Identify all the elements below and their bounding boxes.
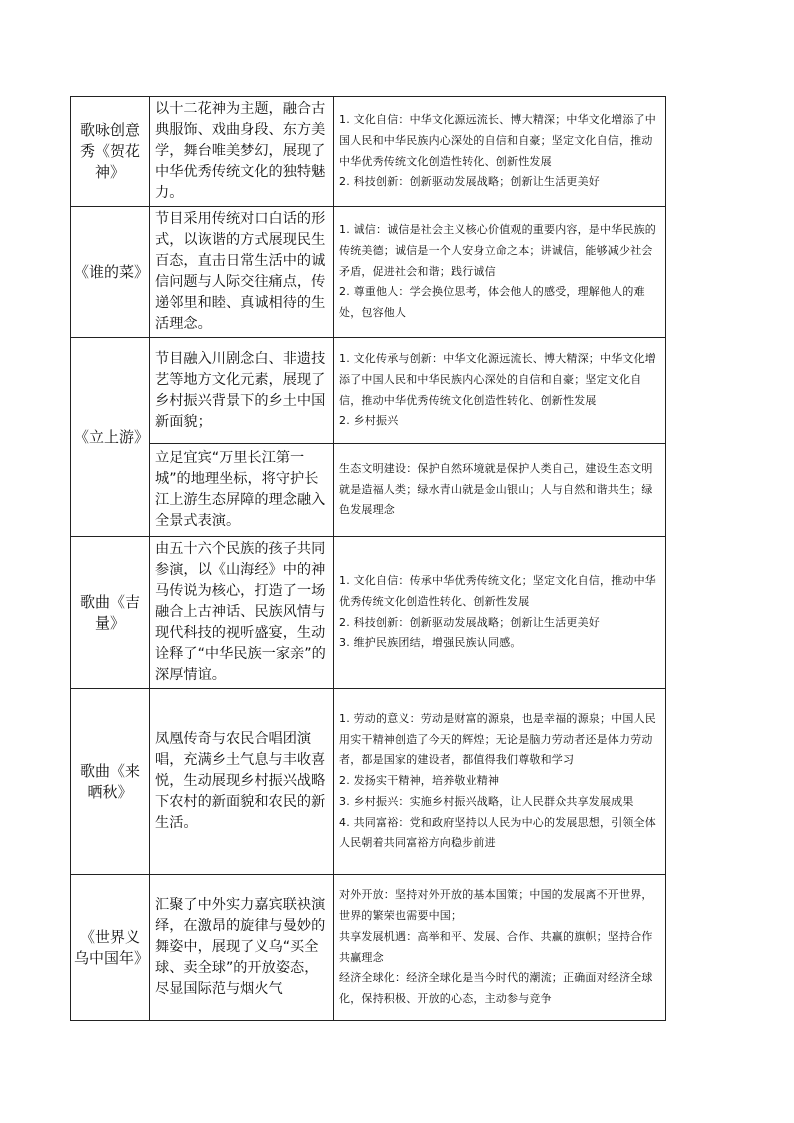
table-row [71, 444, 666, 537]
table-row [71, 207, 666, 338]
table-row [71, 689, 666, 875]
program-name-cell [71, 875, 150, 1021]
knowledge-point: 2. 科技创新：创新驱动发展战略；创新让生活更美好 [339, 175, 600, 189]
description-cell [150, 97, 334, 207]
program-description: 以十二花神为主题，融合古典服饰、戏曲身段、东方美学，舞台唯美梦幻，展现了中华优秀传统文化的独特魅力。 [155, 101, 326, 201]
program-name: 《世界义乌中国年》 [74, 927, 150, 967]
description-cell [150, 537, 334, 689]
knowledge-point: 2. 科技创新：创新驱动发展战略；创新让生活更美好 [339, 615, 600, 629]
table-row [71, 338, 666, 444]
program-description: 汇聚了中外实力嘉宾联袂演绎，在激昂的旋律与曼妙的舞姿中，展现了义乌“买全球、卖全球”的开放姿态，尽显国际范与烟火气 [155, 897, 326, 997]
description-cell [150, 875, 334, 1021]
knowledge-point: 1. 文化自信：传承中华优秀传统文化；坚定文化自信，推动中华优秀传统文化创造性转化、创新性发展 [339, 574, 656, 608]
program-name-cell [71, 338, 150, 537]
program-description: 节目采用传统对口白话的形式，以诙谐的方式展现民生百态，直击日常生活中的诚信问题与人际交往痛点，传递邻里和睦、真诚相待的生活理念。 [155, 211, 326, 332]
knowledge-point: 4. 共同富裕：党和政府坚持以人民为中心的发展思想，引领全体人民朝着共同富裕方向稳步前进 [339, 815, 656, 850]
knowledge-point: 生态文明建设：保护自然环境就是保护人类自己，建设生态文明就是造福人类；绿水青山就是金山银山；人与自然和谐共生；绿色发展理念 [339, 461, 653, 517]
program-name-cell [71, 97, 150, 207]
program-name: 歌曲《来晒秋》 [79, 761, 140, 801]
program-description: 由五十六个民族的孩子共同参演，以《山海经》中的神马传说为核心，打造了一场融合上古神话、民族风情与现代科技的视听盛宴，生动诠释了“中华民族一家亲”的深厚情谊。 [155, 541, 326, 683]
knowledge-cell [334, 537, 666, 689]
program-name-cell [71, 207, 150, 338]
table-row [71, 875, 666, 1021]
description-cell [150, 207, 334, 338]
description-cell [150, 689, 334, 875]
program-name: 《谁的菜》 [74, 262, 150, 281]
knowledge-point: 3. 维护民族团结，增强民族认同感。 [339, 636, 522, 650]
knowledge-cell [334, 444, 666, 537]
knowledge-cell [334, 338, 666, 444]
program-name-cell [71, 689, 150, 875]
knowledge-cell [334, 689, 666, 875]
program-name-cell [71, 537, 150, 689]
knowledge-point: 经济全球化：经济全球化是当今时代的潮流；正确面对经济全球化，保持积极、开放的心态，主动参与竞争 [339, 971, 653, 1005]
knowledge-cell [334, 97, 666, 207]
program-description: 凤凰传奇与农民合唱团演唱，充满乡土气息与丰收喜悦，生动展现乡村振兴战略下农村的新面貌和农民的新生活。 [155, 731, 326, 831]
knowledge-point: 3. 乡村振兴：实施乡村振兴战略，让人民群众共享发展成果 [339, 794, 634, 808]
content-table-wrapper [70, 96, 666, 1021]
knowledge-point: 1. 诚信：诚信是社会主义核心价值观的重要内容，是中华民族的传统美德；诚信是一个人安身立命之本；讲诚信，能够减少社会矛盾，促进社会和谐；践行诚信 [339, 223, 656, 278]
program-name: 歌曲《吉量》 [79, 592, 140, 632]
program-knowledge-table [70, 96, 666, 1021]
knowledge-point: 1. 劳动的意义：劳动是财富的源泉，也是幸福的源泉；中国人民用实干精神创造了今天的辉煌；无论是脑力劳动者还是体力劳动者，都是国家的建设者，都值得我们尊敬和学习 [339, 712, 656, 767]
description-cell [150, 338, 334, 444]
knowledge-point: 2. 乡村振兴 [339, 414, 399, 428]
program-name: 歌咏创意秀《贺花神》 [79, 121, 140, 181]
knowledge-point: 共享发展机遇：高举和平、发展、合作、共赢的旗帜；坚持合作共赢理念 [339, 929, 653, 964]
knowledge-point: 2. 发扬实干精神，培养敬业精神 [339, 774, 500, 788]
knowledge-point: 2. 尊重他人：学会换位思考，体会他人的感受，理解他人的难处，包容他人 [339, 285, 645, 320]
knowledge-cell [334, 207, 666, 338]
knowledge-point: 对外开放：坚持对外开放的基本国策；中国的发展离不开世界，世界的繁荣也需要中国； [339, 888, 653, 923]
table-row [71, 537, 666, 689]
knowledge-point: 1. 文化传承与创新：中华文化源远流长、博大精深；中华文化增添了中国人民和中华民族内心深处的自信和自豪；坚定文化自信，推动中华优秀传统文化创造性转化、创新性发展 [339, 352, 656, 407]
program-name: 《立上游》 [74, 427, 150, 446]
program-description: 节目融入川剧念白、非遗技艺等地方文化元素，展现了乡村振兴背景下的乡土中国新面貌； [155, 350, 326, 430]
program-description: 立足宜宾“万里长江第一城”的地理坐标，将守护长江上游生态屏障的理念融入全景式表演。 [155, 450, 326, 529]
knowledge-cell [334, 875, 666, 1021]
description-cell [150, 444, 334, 537]
table-row [71, 97, 666, 207]
knowledge-point: 1. 文化自信：中华文化源远流长、博大精深；中华文化增添了中国人民和中华民族内心深处的自信和自豪；坚定文化自信，推动中华优秀传统文化创造性转化、创新性发展 [339, 113, 656, 168]
